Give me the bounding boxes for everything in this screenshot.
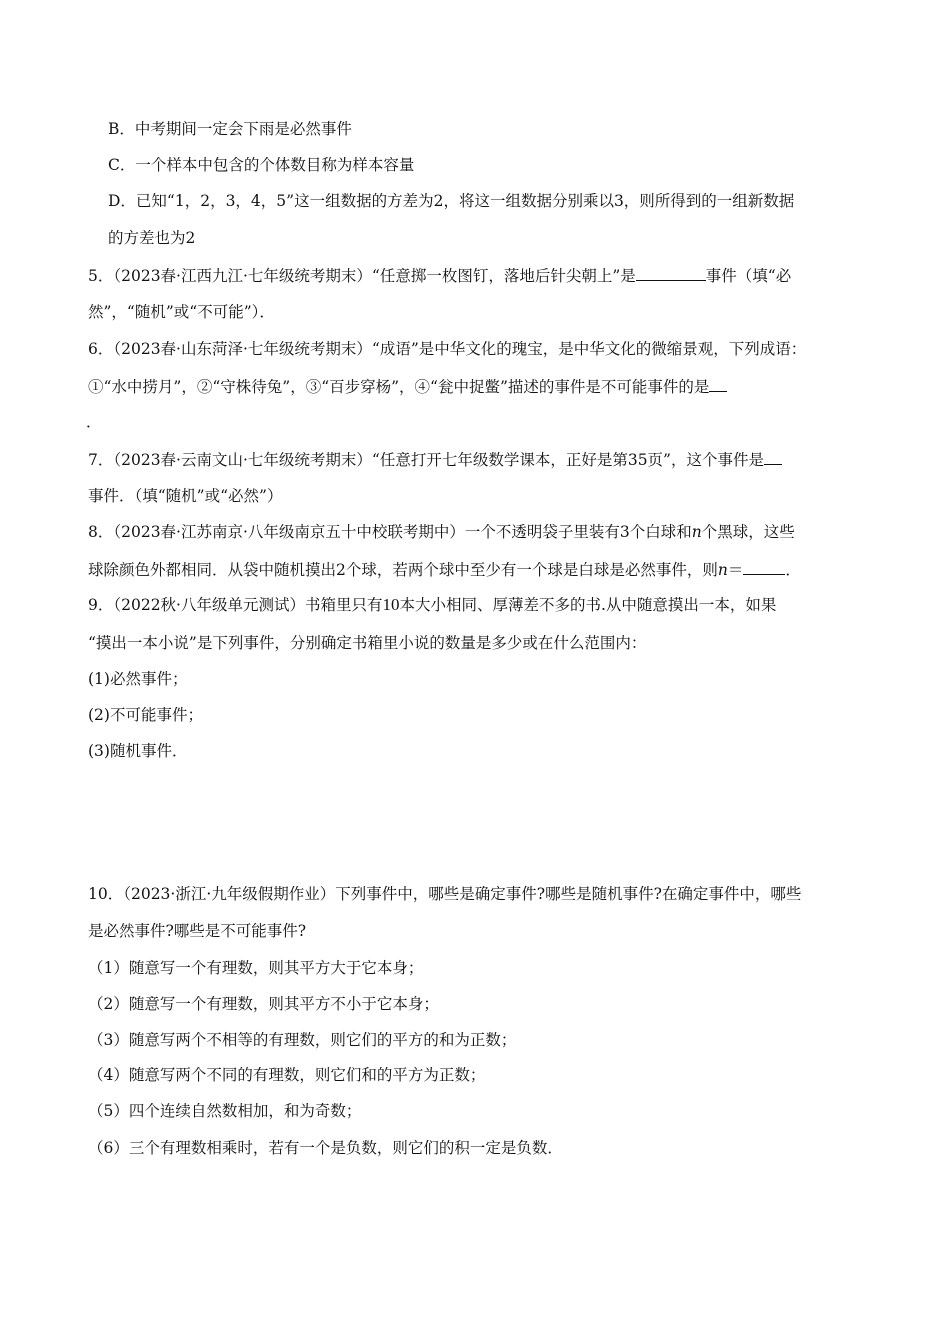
q10-item-4: （4）随意写两个不同的有理数，则它们和的平方为正数； — [88, 1066, 486, 1084]
q5-text-after: 事件（填“必 — [705, 267, 792, 285]
q10-line2: 是必然事件?哪些是不可能事件? — [88, 922, 307, 940]
q10-item-5: （5）四个连续自然数相加，和为奇数； — [88, 1102, 362, 1120]
q6-line2 — [88, 375, 727, 398]
q4-option-d-line1: D．已知“1，2，3，4，5”这一组数据的方差为2，将这一组数据分别乘以3，则所得到的一组新数据 — [108, 192, 795, 210]
q9-line1 — [88, 594, 776, 616]
q4-option-d-line2: 的方差也为2 — [108, 229, 196, 247]
q10-item-3: （3）随意写两个不相等的有理数，则它们的平方的和为正数； — [88, 1031, 517, 1049]
q5-text-before: 5．（2023春·江西九江·七年级统考期末）“任意掷一枚图钉，落地后针尖朝上”是 — [88, 267, 636, 285]
q6-answer-blank[interactable] — [709, 375, 727, 392]
q9-item-1: (1)必然事件； — [88, 670, 188, 688]
q6-text: ①“水中捞月”，②“守株待兔”，③“百步穿杨”，④“瓮中捉鳖”描述的事件是不可能事件的是 — [88, 378, 710, 396]
q8-text-after: 个黑球，这些 — [701, 523, 795, 541]
q10-line1: 10．（2023·浙江·九年级假期作业）下列事件中，哪些是确定事件?哪些是随机事件?在确定事件中，哪些 — [88, 885, 802, 903]
q8-line2 — [88, 558, 801, 581]
q8-text-line2: 球除颜色外都相同．从袋中随机摸出2个球，若两个球中至少有一个球是白球是必然事件，则 — [88, 561, 718, 579]
q7-answer-blank[interactable] — [764, 448, 782, 465]
q7-text: 7．（2023春·云南文山·七年级统考期末）“任意打开七年级数学课本，正好是第35页”，这个事件是 — [88, 451, 764, 469]
q8-answer-blank[interactable] — [743, 558, 785, 575]
q7-line1 — [88, 448, 782, 471]
q8-variable-n: n — [691, 523, 702, 541]
q9-item-2: (2)不可能事件； — [88, 706, 203, 724]
q10-item-6: （6）三个有理数相乘时，若有一个是负数，则它们的积一定是负数． — [88, 1139, 563, 1157]
q9-line2: “摸出一本小说”是下列事件，分别确定书箱里小说的数量是多少或在什么范围内： — [88, 634, 647, 652]
q5-line2: 然”，“随机”或“不可能”）． — [88, 303, 275, 321]
q8-variable-n-2: n — [717, 561, 728, 579]
q9-text-after: 本大小相同、厚薄差不多的书.从中随意摸出一本，如果 — [399, 596, 777, 614]
q5-answer-blank[interactable] — [636, 264, 706, 281]
q4-option-c: C．一个样本中包含的个体数目称为样本容量 — [108, 156, 415, 174]
q6-line3: ． — [86, 413, 102, 431]
q4-option-b: B．中考期间一定会下雨是必然事件 — [108, 120, 352, 138]
q8-period: ． — [785, 561, 801, 579]
q6-line1: 6．（2023春·山东菏泽·七年级统考期末）“成语”是中华文化的瑰宝，是中华文化的微缩景观，下列成语： — [88, 340, 807, 358]
q8-text-before: 8．（2023春·江苏南京·八年级南京五十中校联考期中）一个不透明袋子里装有3个白球和 — [88, 523, 692, 541]
q9-number: 10 — [382, 595, 400, 614]
q9-item-3: (3)随机事件． — [88, 742, 188, 760]
q5-line1 — [88, 264, 791, 287]
q10-item-2: （2）随意写一个有理数，则其平方不小于它本身； — [88, 995, 439, 1013]
q8-line1 — [88, 521, 795, 543]
q9-text-before: 9．（2022秋·八年级单元测试）书箱里只有 — [88, 596, 383, 614]
q7-line2: 事件．（填“随机”或“必然”） — [88, 487, 283, 505]
q8-equals: ＝ — [727, 561, 744, 579]
q10-item-1: （1）随意写一个有理数，则其平方大于它本身； — [88, 959, 424, 977]
